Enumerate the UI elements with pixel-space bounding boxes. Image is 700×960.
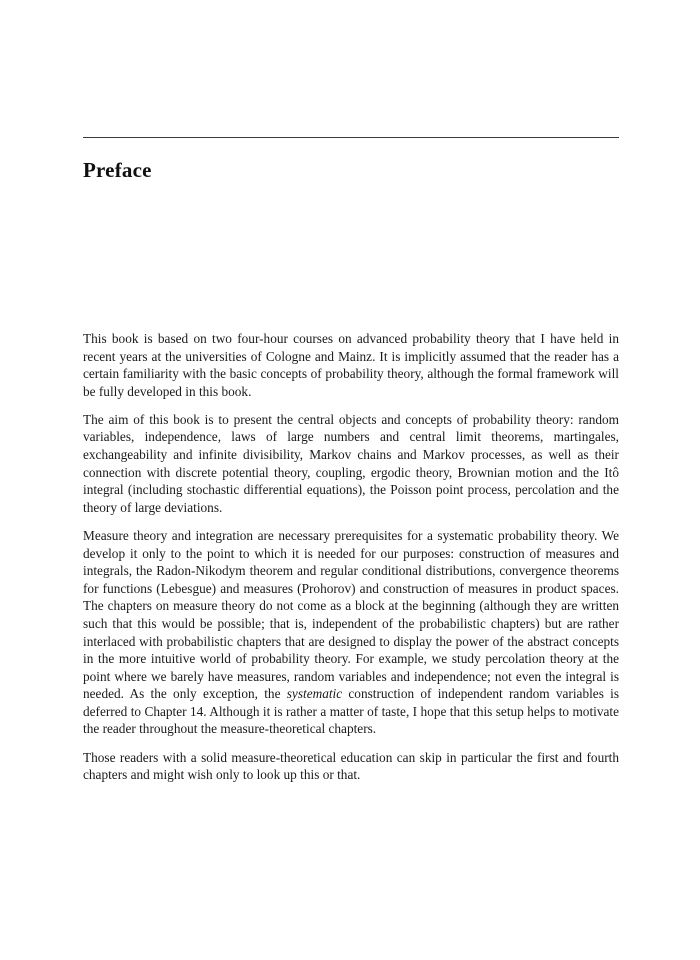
paragraph-3-tail: construction of independent random variables is deferred to Chapter 14. Although it is rather a matter of taste, I hope that this setup helps to motivate the reader throughout the measure-theoretical chapters. bbox=[83, 686, 619, 737]
preface-body bbox=[83, 330, 619, 784]
paragraph-3 bbox=[83, 527, 619, 738]
paragraph-2: The aim of this book is to present the central objects and concepts of probability theory: random variables, independence, laws of large numbers and central limit theorems, martingales, exchangeability and infinite divisibility, Markov chains and Markov processes, as well as their connection with discrete potential theory, coupling, ergodic theory, Brownian motion and the Itô integral (including stochastic differential equations), the Poisson point process, percolation and the theory of large deviations. bbox=[83, 411, 619, 515]
title-divider-rule bbox=[83, 137, 619, 138]
paragraph-4: Those readers with a solid measure-theoretical education can skip in particular the first and fourth chapters and might wish only to look up this or that. bbox=[83, 749, 619, 783]
paragraph-3-emphasis: systematic bbox=[286, 686, 343, 702]
paragraph-1: This book is based on two four-hour courses on advanced probability theory that I have held in recent years at the universities of Cologne and Mainz. It is implicitly assumed that the reader has a certain familiarity with the basic concepts of probability theory, although the formal framework will be fully developed in this book. bbox=[83, 331, 619, 399]
paragraph-3-lead: Measure theory and integration are necessary prerequisites for a systematic probability theory. We develop it only to the point to which it is needed for our purposes: construction of measures and integrals, the Radon-Nikodym theorem and regular conditional distributions, convergence theorems for functions (Lebesgue) and measures (Prohorov) and construction of measures in product spaces. The chapters on measure theory do not come as a block at the beginning (although they are written such that this would be possible; that is, independent of the probabilistic chapters) but are rather interlaced with probabilistic chapters that are designed to display the power of the abstract concepts in the more intuitive world of probability theory. For example, we study percolation theory at the point where we barely have measures, random variables and independence; not even the integral is needed. As the only exception, the bbox=[83, 527, 619, 702]
page-title: Preface bbox=[83, 158, 152, 182]
